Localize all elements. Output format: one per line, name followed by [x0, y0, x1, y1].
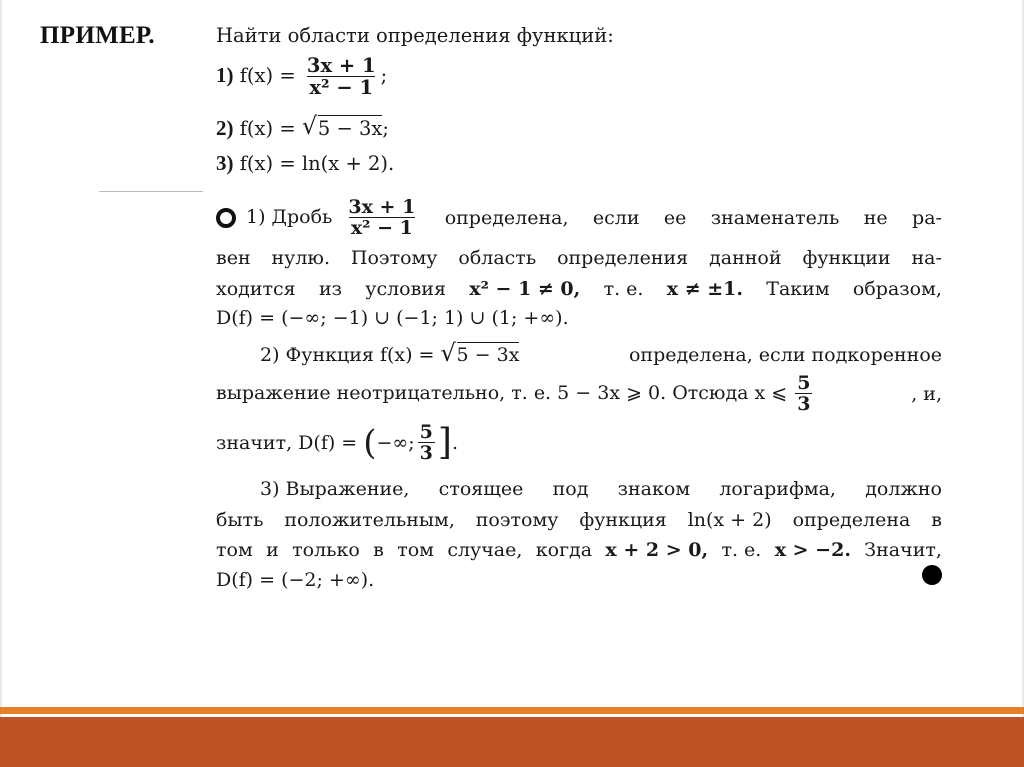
word: нулю.	[271, 247, 331, 269]
math-expression: x ≠ ±1.	[666, 278, 743, 300]
word: область	[458, 247, 537, 269]
solution-p2-fraction	[795, 374, 812, 414]
word: знаком	[617, 478, 691, 500]
fraction-denominator: x² − 1	[309, 75, 374, 99]
footer-accent-line	[0, 707, 1024, 714]
task-item-2-lhs: f(x) =	[239, 117, 302, 140]
word: определена,	[444, 206, 569, 229]
task-intro: Найти области определения функций:	[216, 24, 614, 47]
word: т. е.	[721, 539, 762, 561]
word: не	[863, 206, 888, 229]
fraction-numerator: 3x + 1	[348, 196, 416, 218]
word: если	[592, 206, 640, 229]
word: ее	[663, 206, 687, 229]
solution-p1-line3	[216, 280, 942, 299]
radicand: 5 − 3x	[317, 117, 383, 140]
task-item-3-expr: f(x) = ln(x + 2).	[239, 152, 395, 175]
open-paren-icon: (	[363, 423, 377, 463]
solution-p3-line1	[216, 480, 942, 499]
solution-p2-after: определена, если подкоренное	[628, 343, 942, 366]
fraction-numerator: 5	[797, 372, 811, 394]
footer-band	[0, 717, 1024, 767]
task-item-2-tail: ;	[382, 117, 389, 140]
solution-p3-line3	[216, 541, 942, 560]
radicand: 5 − 3x	[456, 343, 520, 366]
task-item-3-number: 3)	[216, 151, 234, 175]
word: в	[373, 539, 384, 561]
word: функция	[579, 509, 667, 531]
word: том	[397, 539, 434, 561]
word: Таким	[766, 278, 830, 300]
word: быть	[216, 509, 264, 531]
solution-start-circle-icon	[216, 208, 236, 228]
word: поэтому	[475, 509, 559, 531]
word: из	[318, 278, 342, 300]
interval-fraction	[418, 423, 435, 463]
task-item-3	[216, 153, 394, 174]
word: и	[266, 539, 279, 561]
word: логарифма,	[719, 478, 836, 500]
task-item-1-fraction	[305, 56, 378, 97]
word: Поэтому	[350, 247, 438, 269]
word: только	[292, 539, 360, 561]
word: условия	[365, 278, 446, 300]
radical-sign-icon: √	[301, 112, 318, 140]
word: под	[552, 478, 589, 500]
word: положительным,	[284, 509, 455, 531]
solution-p2-line2	[216, 372, 942, 416]
solution-end-dot-icon	[922, 565, 942, 585]
word: вен	[216, 247, 251, 269]
fraction-numerator: 3x + 1	[306, 54, 376, 77]
solution-p1-lead: 1) Дробь	[246, 206, 333, 228]
math-expression: ln(x + 2)	[687, 509, 772, 531]
task-item-1-tail: ;	[380, 64, 388, 87]
math-expression: x + 2 > 0,	[605, 539, 709, 561]
word: случае,	[447, 539, 523, 561]
word: Значит,	[864, 539, 942, 561]
period-icon: .	[451, 431, 458, 454]
word: должно	[865, 478, 942, 500]
solution-p2-line3-lead: значит, D(f) =	[216, 431, 358, 454]
solution-p2-line2-text	[216, 374, 815, 414]
solution-p1-fraction	[346, 198, 417, 238]
word: т. е.	[603, 278, 644, 300]
word: функции	[802, 247, 891, 269]
fraction-denominator: x² − 1	[350, 217, 413, 239]
solution-p1-line2	[216, 249, 942, 268]
solution-p2-line1	[216, 338, 942, 369]
solution-p1-line4: D(f) = (−∞; −1) ∪ (−1; 1) ∪ (1; +∞).	[216, 307, 569, 329]
slide-left-edge	[0, 0, 2, 767]
fraction-denominator: 3	[419, 442, 433, 464]
task-item-2-number: 2)	[216, 116, 234, 140]
math-expression: x > −2.	[774, 539, 851, 561]
word: в	[931, 509, 942, 531]
fraction-numerator: 5	[419, 421, 433, 443]
word: ходится	[216, 278, 296, 300]
task-item-1	[216, 56, 387, 97]
solution-p3-line4: D(f) = (−2; +∞).	[216, 569, 375, 591]
solution-p1-lead-group	[216, 198, 420, 238]
solution-p2-lead	[216, 338, 520, 367]
sqrt-radical	[301, 112, 383, 140]
divider-line	[99, 191, 203, 192]
word: на-	[911, 247, 942, 269]
task-item-1-lhs: f(x) =	[239, 64, 302, 87]
word: 3) Выражение,	[260, 478, 410, 500]
solution-p3-line2	[216, 511, 942, 530]
word: знаменатель	[710, 206, 840, 229]
math-expression: x² − 1 ≠ 0,	[469, 278, 581, 300]
word: стоящее	[438, 478, 524, 500]
solution-p2-lead-text: 2) Функция f(x) =	[260, 343, 435, 366]
solution-p2-line3	[216, 420, 458, 466]
task-item-2	[216, 112, 389, 140]
word: определения	[557, 247, 689, 269]
task-item-1-number: 1)	[216, 63, 234, 87]
fraction-denominator: 3	[797, 393, 811, 415]
solution-p2-line2-left: выражение неотрицательно, т. е. 5 − 3x ⩾ 0. Отсюда x ⩽	[216, 382, 788, 404]
solution-p1-line1	[216, 196, 942, 240]
word: когда	[535, 539, 593, 561]
word: определена	[792, 509, 911, 531]
sqrt-radical	[440, 338, 520, 367]
word: том	[216, 539, 253, 561]
radical-sign-icon: √	[440, 338, 456, 367]
interval-lead: −∞;	[376, 431, 415, 454]
word: ра-	[912, 206, 942, 229]
close-bracket-icon: ]	[437, 422, 452, 463]
solution-p2-line2-tail: , и,	[911, 382, 942, 405]
word: данной	[709, 247, 782, 269]
example-heading: ПРИМЕР.	[40, 22, 155, 49]
word: образом,	[852, 278, 942, 300]
